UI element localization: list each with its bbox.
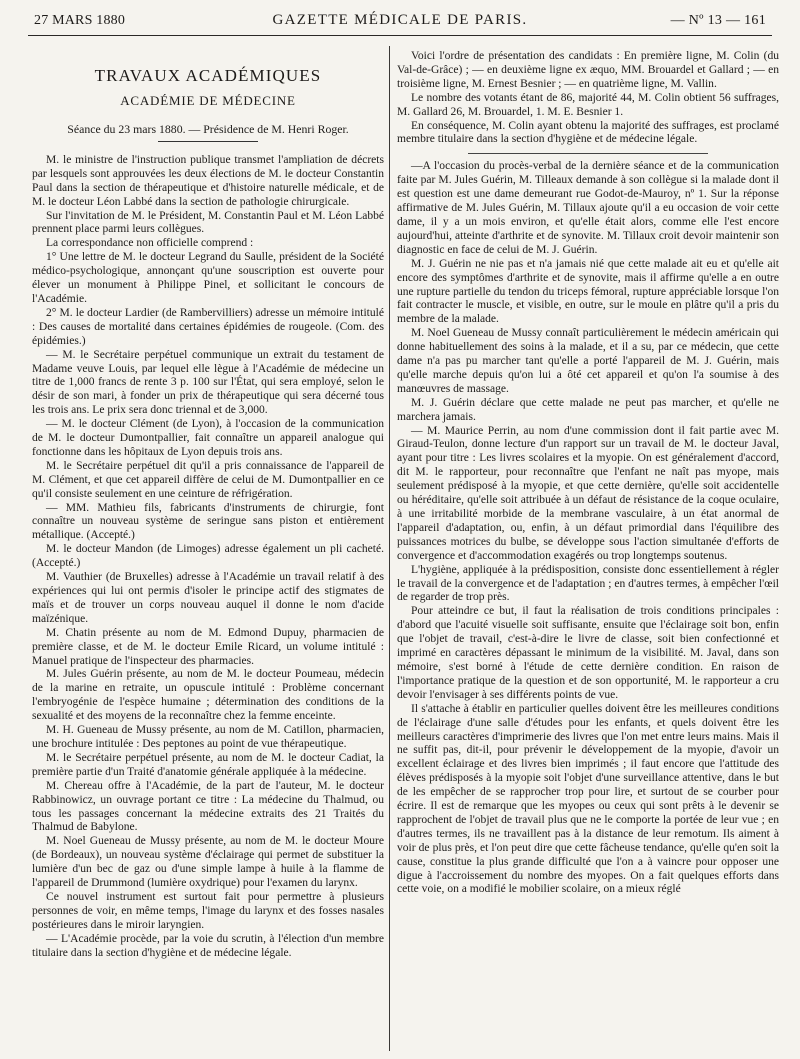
seance-line: Séance du 23 mars 1880. — Présidence de M. Henri Roger. bbox=[67, 122, 349, 136]
paragraph: — M. Maurice Perrin, au nom d'une commission dont il fait partie avec M. Giraud-Teulon, donne lecture d'un rapport sur un travail de M. le docteur Javal, ayant pour titre : Les livres scolaires et la myopie. On est généralement d'accord, dit M. le rapporteur, pour reconnaître que l'enfant ne naît pas myope, mais seulement prédisposé à la myopie, et que cette dernière, qu'elle soit accidentelle ou héréditaire, qu'elle soit attribuée à un défaut de résistance de la coque oculaire, à une irritabilité morbide de la membrane vasculaire, à un état anormal de l'appareil d'adaptation, ou, enfin, à un défaut primordial dans l'équilibre des puissances motrices du bulbe, se développe sous l'action simultanée d'efforts de convergence et d'accommodation exagérés ou trop longtemps soutenus. bbox=[397, 424, 779, 562]
paragraph: — MM. Mathieu fils, fabricants d'instruments de chirurgie, font connaître un nouveau système de seringue sans piston et entièrement métallique. (Accepté.) bbox=[32, 501, 384, 542]
section-separator bbox=[468, 153, 708, 154]
paragraph: M. le Secrétaire perpétuel dit qu'il a pris connaissance de l'appareil de M. Clément, et que cet appareil diffère de celui de M. Dumontpallier en ce qu'il consiste seulement en une ceinture de réfrigération. bbox=[32, 459, 384, 500]
paragraph: — M. le docteur Clément (de Lyon), à l'occasion de la communication de M. le docteur Dumontpallier, fait connaître un appareil analogue qui fonctionne dans les hôpitaux de Lyon depuis trois ans. bbox=[32, 418, 384, 458]
paragraph: Sur l'invitation de M. le Président, M. Constantin Paul et M. Léon Labbé prennent place parmi leurs collègues. bbox=[32, 209, 384, 236]
header-date: 27 MARS 1880 bbox=[34, 13, 126, 28]
paragraph: M. Vauthier (de Bruxelles) adresse à l'Académie un travail relatif à des expériences qui lui ont permis d'isoler le principe actif des stigmates de maïs et de trouver un corps nouveau auquel il donne le nom d'acide maïzénique. bbox=[32, 571, 384, 625]
paragraph: —A l'occasion du procès-verbal de la dernière séance et de la communication faite par M. Jules Guérin, M. Tilleaux demande à son collègue si la malade dont il est question est une dame demeurant rue Godot-de-Mauroy, nº 1. Sur la réponse affirmative de M. Jules Guérin, M. Tillaux ajoute qu'il a eu occasion de voir cette dame, il y a un mois environ, et qu'elle était alors, comme elle l'est encore aujourd'hui, atteinte d'arthrite et de synovite. M. Tillaux croit devoir maintenir son diagnostic en face de celui de M. J. Guérin. bbox=[397, 160, 779, 256]
paragraph: M. H. Gueneau de Mussy présente, au nom de M. Catillon, pharmacien, une brochure intitulée : Des peptones au point de vue thérapeutique. bbox=[32, 724, 384, 750]
column-divider bbox=[389, 46, 390, 1051]
paragraph: En conséquence, M. Colin ayant obtenu la majorité des suffrages, est proclamé membre titulaire dans la section d'hygiène et de médecine légale. bbox=[397, 119, 779, 146]
left-column bbox=[32, 50, 384, 960]
paragraph: 1° Une lettre de M. le docteur Legrand du Saulle, président de la Société médico-psychologique, annonçant qu'une souscription est ouverte pour élever un monument à Philippe Pinel, et sollicitant le concours de l'Académie. bbox=[32, 251, 384, 305]
section-title: TRAVAUX ACADÉMIQUES bbox=[94, 66, 322, 85]
paragraph: Voici l'ordre de présentation des candidats : En première ligne, M. Colin (du Val-de-Grâce) ; — en deuxième ligne ex æquo, MM. Brouardel et Gallard ; — en troisième ligne, M. Ernest Besnier ; — en quatrième ligne, M. Vallin. bbox=[397, 50, 779, 90]
paragraph: — L'Académie procède, par la voie du scrutin, à l'élection d'un membre titulaire dans la section d'hygiène et de médecine légale. bbox=[32, 932, 384, 959]
paragraph: Ce nouvel instrument est surtout fait pour permettre à plusieurs personnes de voir, en même temps, l'image du larynx et des fosses nasales postérieures dans le miroir laryngien. bbox=[32, 890, 384, 931]
paragraph: Il s'attache à établir en particulier quelles doivent être les meilleures conditions de l'éclairage d'une salle d'études pour les enfants, et quels doivent être les meilleurs caractères d'imprimerie des livres que l'on met entre leurs mains. Mais il ne suffit pas, dit-il, pour prévenir le développement de la myopie, d'avoir un excellent éclairage et des livres bien imprimés ; il faut encore que l'attitude des élèves prédisposés à la myopie soit l'objet d'une surveillance attentive, dans le but de les empêcher de se rapprocher trop pour lire, et surtout de se courber pour écrire. Il est de remarque que les myopes ou ceux qui sont prêts à le devenir se rapprochent de l'objet de travail plus que ne le comporte la portée de leur vue ; en d'autres termes, ils ne travaillent pas à la distance de leur remotum. Ils aiment à voir de plus près, et l'on peut dire que cette fâcheuse tendance, qu'elle qu'en soit la cause, constitue la plus grande difficulté que l'on a à vaincre pour opposer une digue à l'accroissement du nombre des myopes. On a fait quelques efforts dans cette voie, on a modifié le mobilier scolaire, on a mieux réglé bbox=[397, 702, 779, 896]
paragraph: — M. le Secrétaire perpétuel communique un extrait du testament de Madame veuve Louis, par lequel elle lègue à l'Académie de médecine un titre de 1,000 francs de rente 3 p. 100 sur l'État, qui sera employé, selon le désir de son mari, à fonder un prix de thérapeutique qui sera décerné tous les trois ans. Le prix sera donc triennal et de 3,000. bbox=[32, 348, 384, 417]
paragraph: Le nombre des votants étant de 86, majorité 44, M. Colin obtient 56 suffrages, M. Gallard 26, M. Brouardel, 1. M. E. Besnier 1. bbox=[397, 91, 779, 118]
paragraph: L'hygiène, appliquée à la prédisposition, consiste donc essentiellement à régler le travail de la convergence et de l'adaptation ; en d'autres termes, à empêcher l'œil de regarder de trop près. bbox=[397, 563, 779, 604]
paragraph: M. le ministre de l'instruction publique transmet l'ampliation de décrets par lesquels sont approuvées les deux élections de M. le docteur Constantin Paul dans la section de thérapeutique et d'histoire naturelle médicale, et de M. le docteur Léon Labbé dans la section de pathologie chirurgicale. bbox=[32, 153, 384, 208]
paragraph: M. J. Guérin déclare que cette malade ne peut pas marcher, et qu'elle ne marchera jamais. bbox=[397, 396, 779, 423]
header-issue-page: — Nº 13 — 161 bbox=[670, 13, 766, 28]
paragraph: M. Jules Guérin présente, au nom de M. le docteur Poumeau, médecin de la marine en retraite, un opuscule intitulé : Problème concernant l'embryogénie de l'espèce humaine ; détermination des conditions de la sexualité et des moyens de la reconnaître chez la femme enceinte. bbox=[32, 668, 384, 723]
running-header bbox=[0, 0, 800, 36]
paragraph: M. le docteur Mandon (de Limoges) adresse également un pli cacheté. (Accepté.) bbox=[32, 543, 384, 570]
seance-rule bbox=[158, 141, 258, 142]
section-subtitle: ACADÉMIE DE MÉDECINE bbox=[120, 93, 296, 108]
header-journal-title: GAZETTE MÉDICALE DE PARIS. bbox=[272, 12, 528, 28]
paragraph: M. Chatin présente au nom de M. Edmond Dupuy, pharmacien de première classe, et de M. le docteur Emile Ricard, un volume intitulé : Manuel pratique de l'inspecteur des pharmacies. bbox=[32, 626, 384, 667]
paragraph: Pour atteindre ce but, il faut la réalisation de trois conditions principales : d'abord que l'acuité visuelle soit suffisante, ensuite que l'éclairage soit bon, enfin que l'objet de travail, c'est-à-dire le livre de classe, soit bien confectionné et imprimé en caractères dépassant le minimum de la visibilité. M. Javal, dans son mémoire, s'est borné à l'étude de cette dernière condition. En raison de l'importance pratique de la question et de son opportunité, M. le rapporteur a cru devoir l'envisager à ses différents points de vue. bbox=[397, 605, 779, 701]
paragraph: M. Chereau offre à l'Académie, de la part de l'auteur, M. le docteur Rabbinowicz, un ouvrage portant ce titre : La médecine du Thalmud, ou tous les passages concernant la médecine extraits des 21 Traités du Thalmud de Babylone. bbox=[32, 779, 384, 834]
paragraph: 2° M. le docteur Lardier (de Rambervilliers) adresse un mémoire intitulé : Des causes de mortalité dans certaines épidémies de rougeole. (Com. des épidémies.) bbox=[32, 306, 384, 347]
paragraph: La correspondance non officielle comprend : bbox=[46, 237, 254, 250]
paragraph: M. J. Guérin ne nie pas et n'a jamais nié que cette malade ait eu et qu'elle ait encore des symptômes d'arthrite et de synovite, mais il affirme qu'elle a en outre une rupture partielle du tendon du triceps fémoral, rupture appréciable lorsque l'on fait contracter le muscle, et visible, en outre, sur le moule en plâtre qu'il a pris du membre de la malade. bbox=[397, 257, 779, 326]
right-column bbox=[397, 50, 779, 897]
header-rule bbox=[28, 35, 772, 36]
paragraph: M. le Secrétaire perpétuel présente, au nom de M. le docteur Cadiat, la première partie d'un Traité d'anatomie générale appliquée à la médecine. bbox=[32, 751, 384, 778]
paragraph: M. Noel Gueneau de Mussy connaît particulièrement le médecin américain qui donne habituellement des soins à la malade, et il a su, par ce médecin, que cette dame n'a pas pu marcher tant qu'elle a porté l'appareil de M. J. Guérin, mais qu'elle marche depuis qu'on lui a ôté cet appareil et qu'on l'a soumise à des manœuvres de massage. bbox=[397, 327, 779, 395]
paragraph: M. Noel Gueneau de Mussy présente, au nom de M. le docteur Moure (de Bordeaux), un nouveau système d'éclairage qui permet de substituer la lumière d'un bec de gaz ou d'une simple lampe à huile à la flamme de l'appareil de Drummond (lumière oxydrique) pour l'examen du larynx. bbox=[32, 835, 384, 890]
